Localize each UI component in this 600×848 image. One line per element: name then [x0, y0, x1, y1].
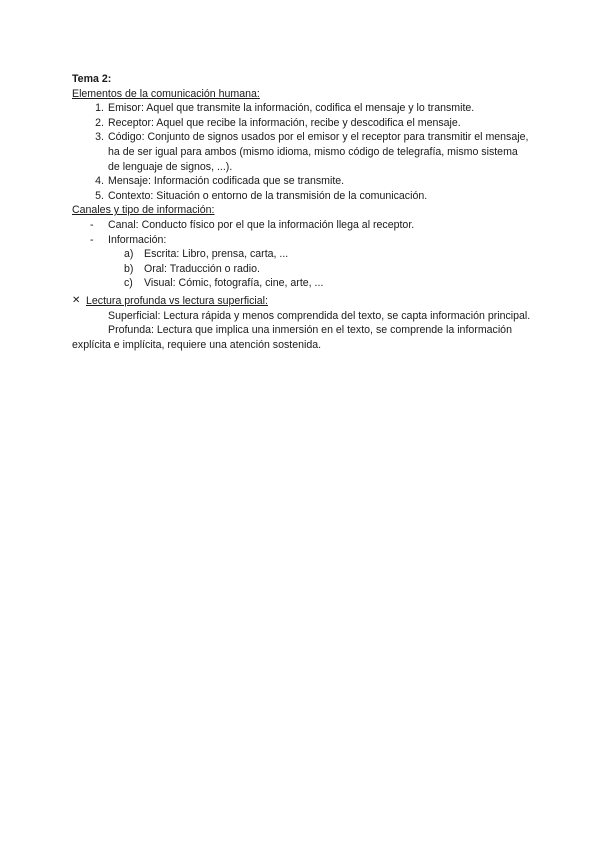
informacion-sublist [72, 247, 532, 291]
list-item-text: Escrita: Libro, prensa, carta, ... [144, 248, 289, 261]
list-item-informacion [72, 233, 532, 248]
paragraph-superficial: Superficial: Lectura rápida y menos comprendida del texto, se capta información principal. [108, 309, 531, 322]
list-number: 3. [95, 131, 104, 144]
list-item-text: Receptor: Aquel que recibe la información, recibe y descodifica el mensaje. [108, 116, 461, 129]
section-heading-elementos: Elementos de la comunicación humana: [72, 87, 260, 100]
list-number: 4. [95, 175, 104, 188]
list-item-text: Contexto: Situación o entorno de la transmisión de la comunicación. [108, 189, 428, 202]
list-letter: b) [124, 262, 134, 275]
section-heading-lectura: Lectura profunda vs lectura superficial: [86, 294, 268, 307]
list-item-canal [72, 218, 532, 233]
list-item [72, 130, 532, 174]
list-number: 2. [95, 116, 104, 129]
list-letter: c) [124, 277, 133, 290]
section-heading-canales: Canales y tipo de información: [72, 204, 215, 217]
document-title: Tema 2: [72, 73, 112, 85]
dash-bullet: - [90, 218, 94, 231]
list-item [72, 174, 532, 189]
list-number: 5. [95, 189, 104, 202]
list-item [72, 247, 532, 262]
list-item [72, 101, 532, 116]
dash-bullet: - [90, 233, 94, 246]
list-item [72, 116, 532, 131]
list-item-text: Emisor: Aquel que transmite la información, codifica el mensaje y lo transmite. [108, 102, 475, 115]
list-number: 1. [95, 102, 104, 115]
elementos-list [72, 101, 532, 203]
canal-text: Canal: Conducto físico por el que la información llega al receptor. [108, 218, 415, 231]
list-item-text: Mensaje: Información codificada que se transmite. [108, 175, 345, 188]
lectura-heading-row [72, 294, 532, 309]
list-item [72, 276, 532, 291]
list-item-text: Oral: Traducción o radio. [144, 262, 260, 275]
list-item [72, 262, 532, 277]
informacion-text: Información: [108, 233, 167, 246]
paragraph-profunda: Profunda: Lectura que implica una inmersión en el texto, se comprende la información explícita e implícita, requiere una atención sostenida. [72, 324, 512, 351]
x-mark-icon: ✕ [72, 294, 81, 306]
list-letter: a) [124, 248, 134, 261]
list-item-text: Visual: Cómic, fotografía, cine, arte, ... [144, 277, 324, 290]
document-page [72, 72, 532, 352]
list-item [72, 189, 532, 204]
canales-list [72, 218, 532, 247]
list-item-text: Código: Conjunto de signos usados por el emisor y el receptor para transmitir el mensaje, ha de ser igual para ambos (mismo idioma, mismo código de telegrafía, mismo sistema de lenguaje de signos, ...). [108, 131, 529, 173]
